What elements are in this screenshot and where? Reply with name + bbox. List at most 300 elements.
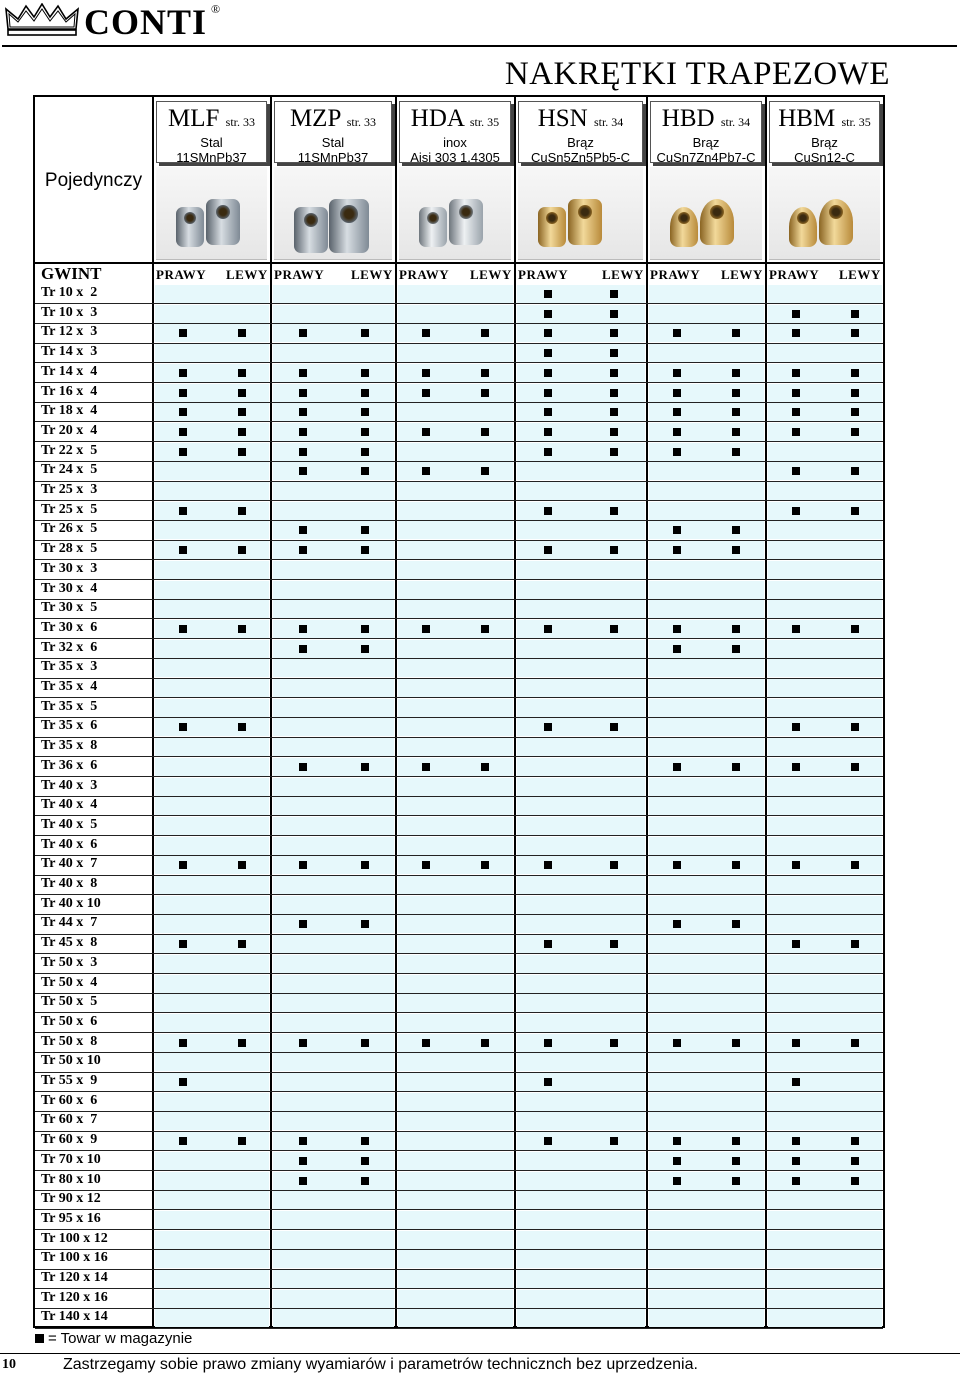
thread-size-label: Tr 40 x 3 — [41, 777, 98, 793]
availability-cell — [155, 423, 269, 441]
in-stock-left-marker — [481, 625, 489, 633]
in-stock-left-marker — [610, 369, 618, 377]
in-stock-right-marker — [673, 625, 681, 633]
availability-cell — [398, 1290, 513, 1308]
availability-cell — [768, 856, 882, 874]
availability-cell — [155, 1250, 269, 1268]
nut-image — [206, 199, 240, 245]
availability-cell — [517, 1112, 645, 1130]
thread-size-label: Tr 50 x 8 — [41, 1033, 98, 1049]
in-stock-right-marker — [422, 861, 430, 869]
availability-cell — [768, 305, 882, 323]
availability-cell — [155, 1211, 269, 1229]
in-stock-left-marker — [361, 448, 369, 456]
thread-size-label: Tr 80 x 10 — [41, 1171, 101, 1187]
availability-cell — [398, 285, 513, 303]
column-divider — [152, 97, 154, 1326]
availability-cell — [649, 620, 764, 638]
thread-size-label: Tr 40 x 6 — [41, 836, 98, 852]
in-stock-left-marker — [481, 369, 489, 377]
availability-cell — [155, 975, 269, 993]
availability-cell — [155, 876, 269, 894]
availability-cell — [273, 758, 394, 776]
availability-cell — [155, 384, 269, 402]
availability-cell — [649, 1211, 764, 1229]
availability-cell — [155, 541, 269, 559]
availability-cell — [398, 502, 513, 520]
in-stock-right-marker — [299, 467, 307, 475]
availability-cell — [273, 876, 394, 894]
in-stock-left-marker — [610, 507, 618, 515]
in-stock-right-marker — [179, 1137, 187, 1145]
availability-cell — [155, 1053, 269, 1071]
availability-cell — [649, 856, 764, 874]
availability-cell — [273, 620, 394, 638]
availability-cell — [649, 1270, 764, 1288]
in-stock-left-marker — [732, 1137, 740, 1145]
availability-cell — [398, 1309, 513, 1327]
in-stock-right-marker — [179, 940, 187, 948]
in-stock-right-marker — [792, 310, 800, 318]
in-stock-left-marker — [481, 763, 489, 771]
availability-cell — [517, 502, 645, 520]
in-stock-left-marker — [238, 1137, 246, 1145]
availability-cell — [649, 758, 764, 776]
thread-size-label: Tr 50 x 4 — [41, 974, 98, 990]
thread-size-label: Tr 40 x 5 — [41, 816, 98, 832]
availability-cell — [768, 482, 882, 500]
availability-cell — [649, 935, 764, 953]
in-stock-left-marker — [732, 448, 740, 456]
availability-cell — [517, 403, 645, 421]
product-label-box — [769, 101, 880, 163]
thread-size-label: Tr 60 x 7 — [41, 1112, 98, 1128]
column-divider — [765, 97, 767, 1326]
availability-cell — [155, 1112, 269, 1130]
availability-cell — [155, 837, 269, 855]
availability-cell — [517, 1231, 645, 1249]
in-stock-right-marker — [422, 625, 430, 633]
availability-cell — [649, 1014, 764, 1032]
product-header-mzp — [272, 97, 395, 262]
in-stock-right-marker — [299, 448, 307, 456]
availability-cell — [649, 679, 764, 697]
product-grade: Aisi 303 1.4305 — [410, 150, 500, 165]
product-photo — [650, 167, 762, 260]
in-stock-left-marker — [732, 1039, 740, 1047]
availability-cell — [155, 502, 269, 520]
availability-cell — [768, 718, 882, 736]
in-stock-left-marker — [610, 329, 618, 337]
in-stock-right-marker — [792, 1039, 800, 1047]
in-stock-left-marker — [610, 428, 618, 436]
availability-cell — [517, 1172, 645, 1190]
column-divider — [514, 97, 516, 1326]
product-page-ref: str. 35 — [841, 115, 871, 129]
availability-cell — [398, 620, 513, 638]
availability-cell — [273, 935, 394, 953]
availability-cell — [768, 462, 882, 480]
availability-cell — [649, 443, 764, 461]
availability-cell — [273, 915, 394, 933]
thread-size-label: Tr 32 x 6 — [41, 639, 98, 655]
in-stock-right-marker — [544, 349, 552, 357]
availability-cell — [768, 1014, 882, 1032]
availability-cell — [273, 600, 394, 618]
availability-cell — [768, 994, 882, 1012]
availability-cell — [155, 1290, 269, 1308]
in-stock-left-marker — [610, 408, 618, 416]
availability-cell — [517, 738, 645, 756]
in-stock-right-marker — [299, 645, 307, 653]
product-material: Brąz — [811, 135, 838, 150]
in-stock-left-marker — [481, 1039, 489, 1047]
nut-image — [419, 207, 447, 247]
in-stock-right-marker — [179, 507, 187, 515]
in-stock-right-marker — [179, 1078, 187, 1086]
availability-cell — [768, 1309, 882, 1327]
in-stock-right-marker — [673, 1039, 681, 1047]
product-material: Brąz — [692, 135, 720, 150]
in-stock-left-marker — [361, 546, 369, 554]
in-stock-right-marker — [299, 546, 307, 554]
availability-cell — [768, 1250, 882, 1268]
in-stock-right-marker — [179, 329, 187, 337]
thread-size-label: Tr 25 x 5 — [41, 501, 98, 517]
thread-size-label: Tr 14 x 4 — [41, 363, 98, 379]
availability-cell — [398, 384, 513, 402]
availability-cell — [155, 1093, 269, 1111]
product-header-hbm — [767, 97, 883, 262]
availability-cell — [398, 1172, 513, 1190]
in-stock-right-marker — [544, 389, 552, 397]
in-stock-left-marker — [851, 763, 859, 771]
availability-cell — [398, 1270, 513, 1288]
in-stock-left-marker — [481, 428, 489, 436]
availability-cell — [398, 324, 513, 342]
availability-cell — [398, 541, 513, 559]
in-stock-right-marker — [299, 763, 307, 771]
availability-cell — [768, 423, 882, 441]
nut-image — [789, 207, 817, 247]
nut-image — [538, 207, 566, 247]
availability-cell — [517, 837, 645, 855]
availability-cell — [517, 620, 645, 638]
in-stock-right-marker — [673, 428, 681, 436]
in-stock-right-marker — [179, 389, 187, 397]
availability-cell — [398, 758, 513, 776]
availability-cell — [649, 817, 764, 835]
availability-cell — [398, 344, 513, 362]
availability-cell — [273, 1073, 394, 1091]
availability-cell — [155, 305, 269, 323]
availability-cell — [273, 896, 394, 914]
thread-size-label: Tr 22 x 5 — [41, 442, 98, 458]
availability-cell — [273, 305, 394, 323]
availability-cell — [517, 1132, 645, 1150]
thread-size-label: Tr 55 x 9 — [41, 1073, 98, 1088]
in-stock-right-marker — [792, 763, 800, 771]
in-stock-right-marker — [673, 546, 681, 554]
product-page-ref: str. 34 — [593, 115, 624, 129]
in-stock-left-marker — [851, 1157, 859, 1165]
product-page-ref: str. 35 — [469, 115, 500, 129]
direction-right-label: PRAWY — [518, 267, 569, 282]
availability-cell — [517, 1250, 645, 1268]
availability-cell — [155, 403, 269, 421]
in-stock-left-marker — [238, 723, 246, 731]
availability-cell — [273, 1152, 394, 1170]
availability-cell — [398, 1250, 513, 1268]
in-stock-right-marker — [673, 861, 681, 869]
in-stock-right-marker — [422, 329, 430, 337]
in-stock-right-marker — [673, 1157, 681, 1165]
availability-cell — [273, 1172, 394, 1190]
in-stock-right-marker — [544, 428, 552, 436]
footer-divider — [0, 1353, 960, 1354]
availability-cell — [649, 561, 764, 579]
thread-size-label: Tr 100 x 12 — [41, 1230, 108, 1246]
availability-cell — [768, 758, 882, 776]
availability-cell — [517, 1053, 645, 1071]
availability-cell — [398, 1053, 513, 1071]
availability-cell — [398, 659, 513, 677]
availability-cell — [155, 935, 269, 953]
in-stock-right-marker — [299, 526, 307, 534]
in-stock-right-marker — [792, 723, 800, 731]
availability-cell — [273, 1191, 394, 1209]
legend — [35, 1330, 192, 1347]
thread-size-label: Tr 70 x 10 — [41, 1151, 101, 1167]
product-page-ref: str. 33 — [225, 115, 255, 129]
availability-cell — [649, 1172, 764, 1190]
availability-cell — [398, 797, 513, 815]
availability-cell — [155, 915, 269, 933]
availability-cell — [649, 797, 764, 815]
brand-name: CONTI — [84, 2, 208, 42]
availability-cell — [768, 896, 882, 914]
thread-size-label: Tr 50 x 10 — [41, 1053, 101, 1069]
availability-cell — [273, 856, 394, 874]
product-code: HBM — [778, 105, 836, 132]
availability-cell — [273, 817, 394, 835]
availability-cell — [398, 876, 513, 894]
availability-cell — [398, 975, 513, 993]
in-stock-left-marker — [732, 369, 740, 377]
thread-size-label: Tr 44 x 7 — [41, 915, 98, 931]
in-stock-right-marker — [544, 329, 552, 337]
availability-cell — [649, 384, 764, 402]
availability-cell — [517, 541, 645, 559]
in-stock-left-marker — [732, 546, 740, 554]
direction-left-label: LEWY — [351, 267, 393, 282]
availability-cell — [398, 1132, 513, 1150]
in-stock-right-marker — [422, 389, 430, 397]
availability-cell — [517, 876, 645, 894]
availability-cell — [273, 738, 394, 756]
availability-cell — [768, 876, 882, 894]
availability-cell — [649, 659, 764, 677]
in-stock-right-marker — [422, 369, 430, 377]
product-grade: CuSn12-C — [794, 150, 855, 165]
availability-cell — [517, 915, 645, 933]
availability-cell — [768, 1191, 882, 1209]
product-label-box — [518, 101, 643, 163]
availability-cell — [517, 561, 645, 579]
availability-cell — [273, 541, 394, 559]
in-stock-right-marker — [299, 389, 307, 397]
in-stock-right-marker — [179, 546, 187, 554]
availability-cell — [649, 837, 764, 855]
direction-left-label: LEWY — [839, 267, 881, 282]
availability-cell — [649, 896, 764, 914]
availability-cell — [768, 679, 882, 697]
availability-cell — [155, 521, 269, 539]
in-stock-right-marker — [299, 329, 307, 337]
in-stock-left-marker — [732, 428, 740, 436]
availability-cell — [273, 581, 394, 599]
in-stock-right-marker — [179, 625, 187, 633]
thread-size-label: Tr 100 x 16 — [41, 1250, 108, 1266]
in-stock-left-marker — [610, 310, 618, 318]
in-stock-right-marker — [179, 369, 187, 377]
thread-size-label: Tr 50 x 5 — [41, 994, 98, 1010]
thread-size-label: Tr 35 x 8 — [41, 738, 98, 754]
availability-cell — [649, 1250, 764, 1268]
in-stock-right-marker — [673, 448, 681, 456]
in-stock-left-marker — [238, 940, 246, 948]
stock-square-icon — [35, 1334, 44, 1343]
availability-cell — [273, 1290, 394, 1308]
availability-cell — [398, 896, 513, 914]
in-stock-right-marker — [673, 389, 681, 397]
in-stock-right-marker — [299, 861, 307, 869]
availability-cell — [649, 600, 764, 618]
nut-image — [670, 207, 698, 247]
thread-size-label: Tr 12 x 3 — [41, 324, 98, 340]
column-divider — [395, 97, 397, 1326]
availability-cell — [517, 1211, 645, 1229]
nut-image — [568, 199, 602, 245]
in-stock-left-marker — [851, 940, 859, 948]
registered-mark: ® — [211, 2, 221, 16]
in-stock-right-marker — [422, 763, 430, 771]
availability-cell — [768, 955, 882, 973]
in-stock-left-marker — [851, 467, 859, 475]
availability-cell — [517, 896, 645, 914]
in-stock-left-marker — [481, 329, 489, 337]
availability-cell — [273, 1053, 394, 1071]
nut-image — [819, 199, 853, 245]
availability-cell — [517, 718, 645, 736]
thread-size-label: Tr 35 x 6 — [41, 718, 98, 734]
in-stock-left-marker — [732, 625, 740, 633]
availability-cell — [273, 1112, 394, 1130]
nut-image — [449, 199, 483, 245]
in-stock-left-marker — [732, 763, 740, 771]
in-stock-right-marker — [673, 526, 681, 534]
in-stock-left-marker — [361, 1157, 369, 1165]
in-stock-left-marker — [610, 448, 618, 456]
availability-cell — [398, 305, 513, 323]
in-stock-right-marker — [544, 1039, 552, 1047]
in-stock-left-marker — [732, 408, 740, 416]
availability-cell — [155, 679, 269, 697]
availability-cell — [649, 1152, 764, 1170]
availability-cell — [649, 955, 764, 973]
in-stock-right-marker — [179, 428, 187, 436]
availability-cell — [649, 285, 764, 303]
thread-size-label: Tr 50 x 3 — [41, 954, 98, 970]
direction-left-label: LEWY — [226, 267, 268, 282]
availability-cell — [398, 403, 513, 421]
product-photo — [518, 167, 643, 260]
direction-right-label: PRAWY — [156, 267, 207, 282]
in-stock-left-marker — [481, 467, 489, 475]
availability-cell — [768, 521, 882, 539]
availability-cell — [273, 1093, 394, 1111]
in-stock-left-marker — [361, 625, 369, 633]
availability-cell — [155, 797, 269, 815]
availability-cell — [273, 778, 394, 796]
direction-left-label: LEWY — [721, 267, 763, 282]
availability-cell — [768, 1211, 882, 1229]
availability-cell — [273, 423, 394, 441]
availability-cell — [768, 1231, 882, 1249]
in-stock-left-marker — [361, 467, 369, 475]
availability-cell — [649, 502, 764, 520]
availability-cell — [517, 699, 645, 717]
direction-right-label: PRAWY — [650, 267, 701, 282]
availability-cell — [768, 443, 882, 461]
in-stock-right-marker — [673, 763, 681, 771]
in-stock-left-marker — [238, 625, 246, 633]
availability-cell — [273, 285, 394, 303]
product-photo — [156, 167, 267, 260]
in-stock-left-marker — [361, 1137, 369, 1145]
product-code: MZP — [289, 105, 341, 132]
in-stock-left-marker — [361, 1177, 369, 1185]
in-stock-left-marker — [361, 1039, 369, 1047]
in-stock-right-marker — [299, 369, 307, 377]
availability-cell — [517, 600, 645, 618]
availability-cell — [768, 817, 882, 835]
product-photo — [274, 167, 392, 260]
thread-size-label: Tr 95 x 16 — [41, 1210, 101, 1226]
in-stock-right-marker — [179, 1039, 187, 1047]
product-page-ref: str. 33 — [346, 115, 377, 129]
availability-cell — [649, 640, 764, 658]
product-material: inox — [443, 135, 467, 150]
availability-cell — [517, 344, 645, 362]
in-stock-right-marker — [792, 369, 800, 377]
in-stock-left-marker — [610, 940, 618, 948]
availability-cell — [768, 344, 882, 362]
product-code: HSN — [537, 105, 588, 132]
availability-cell — [768, 935, 882, 953]
product-code: MLF — [168, 105, 220, 132]
in-stock-right-marker — [299, 920, 307, 928]
thread-size-label: Tr 18 x 4 — [41, 403, 98, 419]
direction-right-label: PRAWY — [769, 267, 820, 282]
in-stock-left-marker — [851, 329, 859, 337]
thread-size-label: Tr 36 x 6 — [41, 757, 98, 773]
thread-size-label: Tr 40 x 10 — [41, 895, 101, 911]
in-stock-right-marker — [179, 861, 187, 869]
availability-cell — [768, 364, 882, 382]
in-stock-right-marker — [673, 645, 681, 653]
in-stock-right-marker — [299, 1157, 307, 1165]
